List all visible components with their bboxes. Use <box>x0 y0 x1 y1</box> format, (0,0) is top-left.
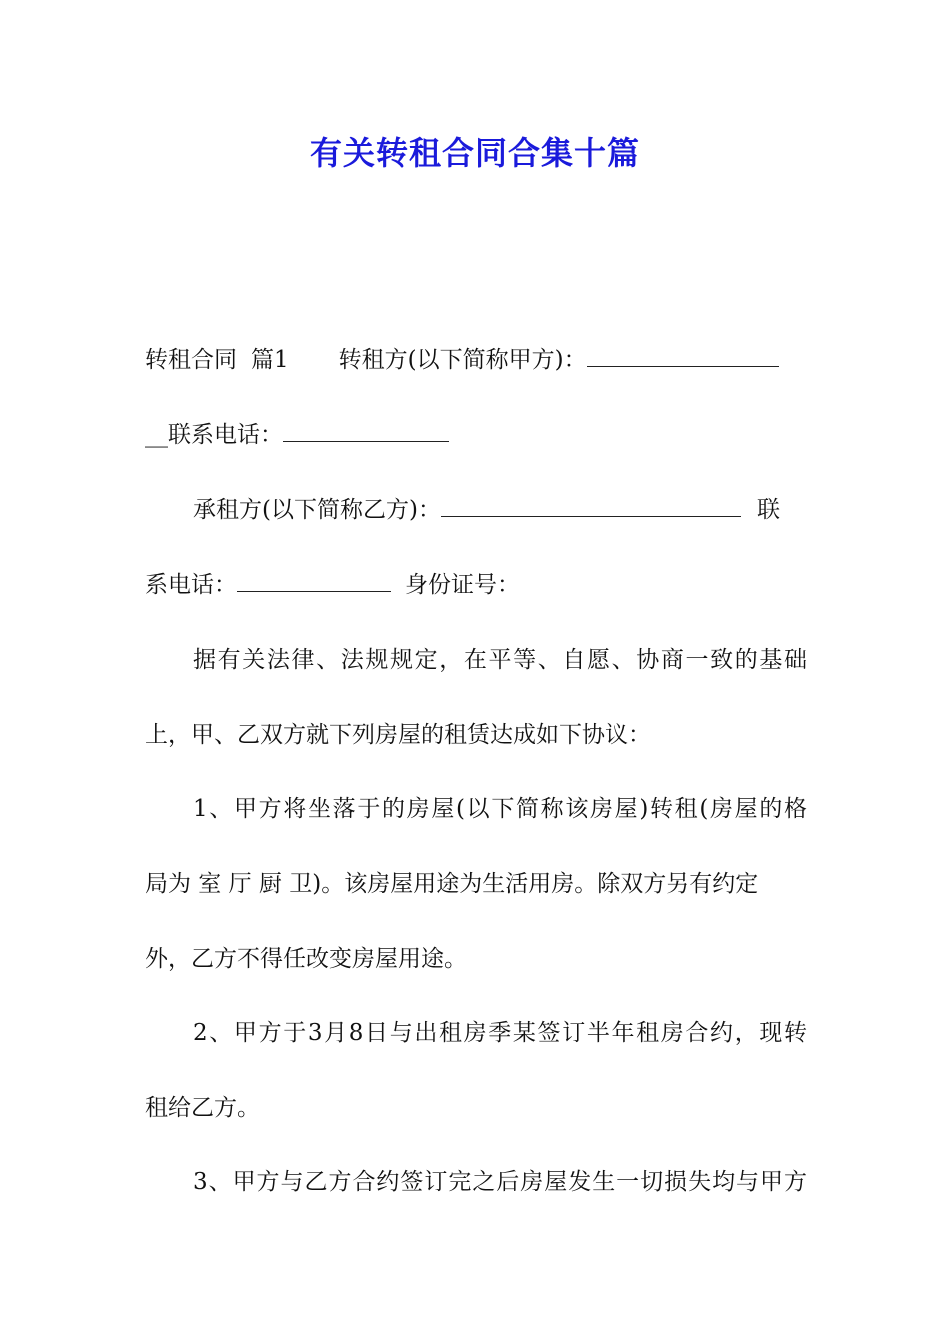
paragraph-line: 局为 室 厅 厨 卫)。该房屋用途为生活用房。除双方另有约定 <box>145 871 759 897</box>
lessee-line <box>145 490 807 530</box>
lessee-name-blank <box>441 490 741 517</box>
header-line <box>145 340 807 380</box>
lessor-phone-blank <box>283 415 449 442</box>
paragraph-line: 租给乙方。 <box>145 1095 260 1121</box>
paragraph-line: 3、甲方与乙方合约签订完之后房屋发生一切损失均与甲方 <box>193 1169 807 1195</box>
lessee-phone-blank <box>237 565 391 592</box>
paragraph-line: 据有关法律、法规规定，在平等、自愿、协商一致的基础 <box>193 647 807 673</box>
underline-prefix: __ <box>145 422 168 448</box>
document-title: 有关转租合同合集十篇 <box>309 134 640 172</box>
lessor-name-blank <box>587 340 779 367</box>
lessee-phone-label-end: 系电话： <box>145 572 237 598</box>
id-number-label: 身份证号： <box>405 572 520 598</box>
section-label: 转租合同 <box>145 347 237 373</box>
paragraph-line: 上，甲、乙双方就下列房屋的租赁达成如下协议： <box>145 722 651 748</box>
paragraph-line: 2、甲方于3月8日与出租房季某签订半年租房合约，现转 <box>193 1020 807 1046</box>
lessee-phone-label-start: 联 <box>756 497 780 523</box>
paragraph-line: 外，乙方不得任改变房屋用途。 <box>145 946 467 972</box>
paragraph-line: 1、甲方将坐落于的房屋(以下简称该房屋)转租(房屋的格 <box>193 796 807 822</box>
lessee-label: 承租方(以下简称乙方)： <box>193 497 441 523</box>
lessor-label: 转租方(以下简称甲方)： <box>338 347 587 373</box>
lessor-phone-line <box>145 415 807 455</box>
lessee-phone-line <box>145 565 807 605</box>
section-number: 篇1 <box>251 347 289 373</box>
lessor-phone-label: 联系电话： <box>168 422 283 448</box>
